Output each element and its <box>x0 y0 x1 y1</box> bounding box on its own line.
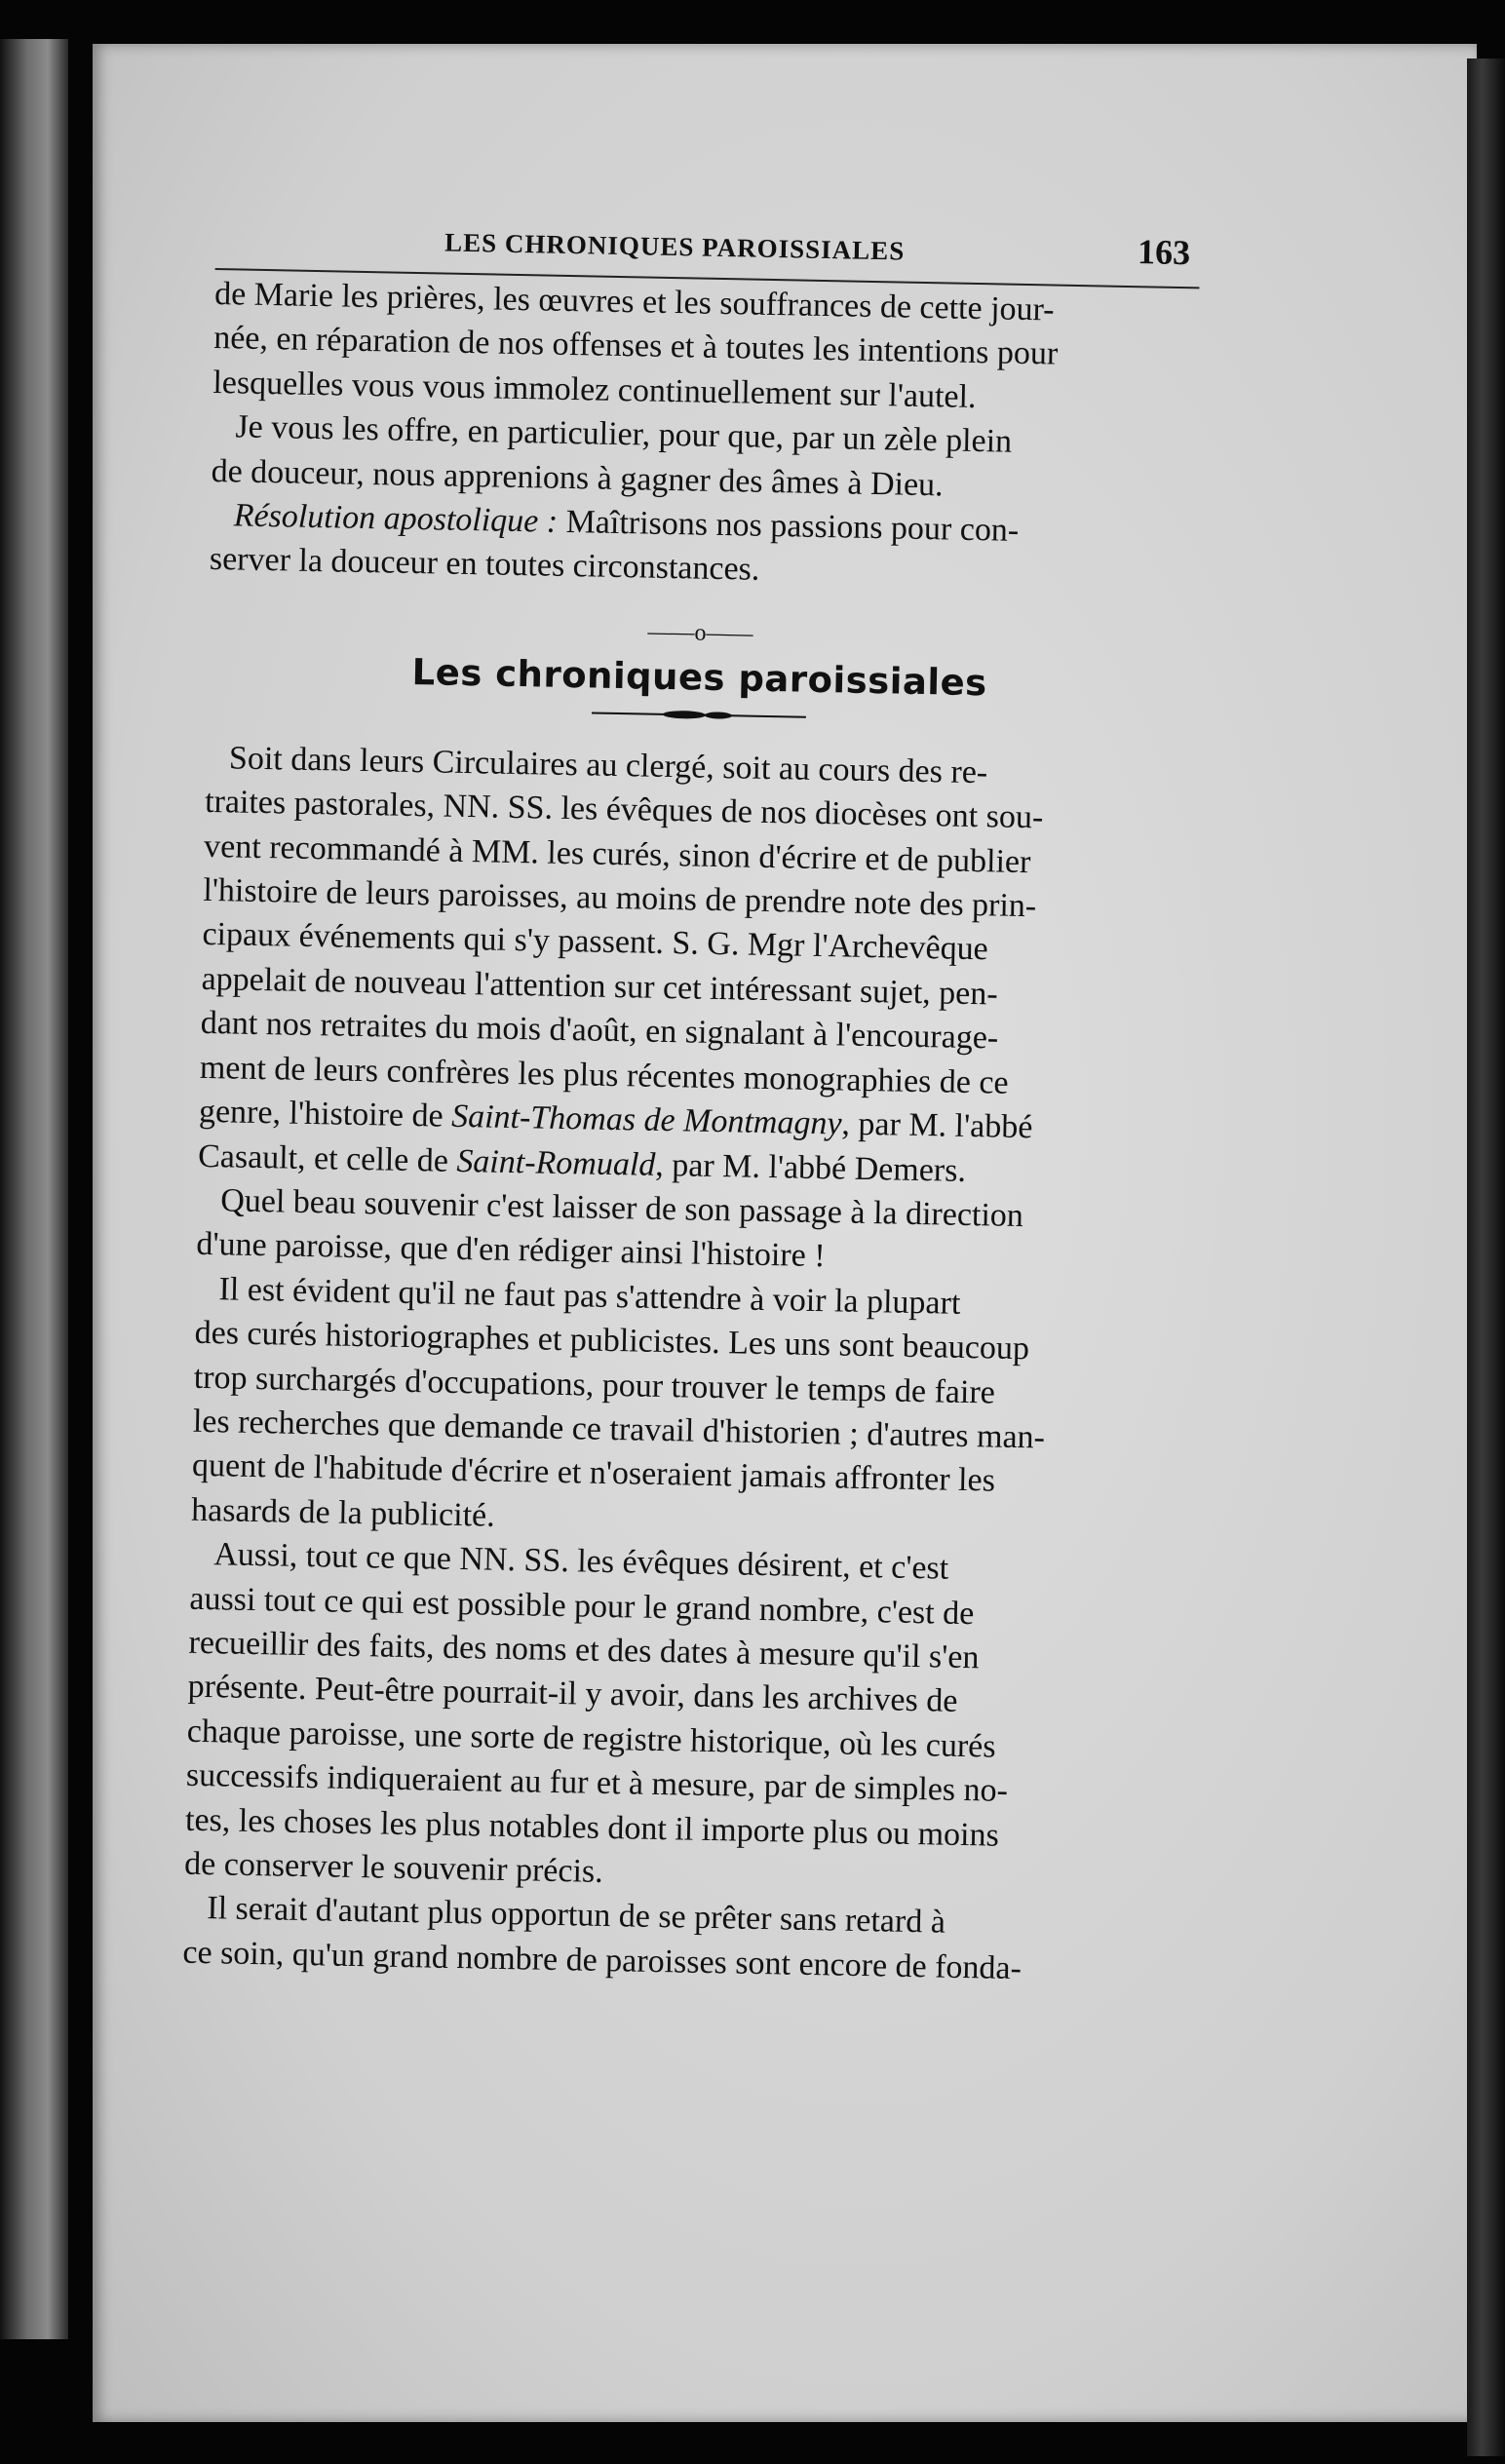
text-line: l'histoire de leurs paroisses, au moins de prendre note des prin- <box>203 871 1037 925</box>
text-line: ce soin, qu'un grand nombre de paroisses sont encore de fonda- <box>182 1934 1023 1986</box>
adjacent-page-edges <box>0 39 68 2339</box>
text-line: présente. Peut-être pourrait-il y avoir, dans les archives de <box>187 1669 958 1720</box>
text-line: ment de leurs confrères les plus récentes monographies de ce <box>199 1049 1009 1101</box>
text-line: appelait de nouveau l'attention sur cet intéressant sujet, pen- <box>201 960 998 1013</box>
paragraph-resolution <box>209 493 1195 600</box>
text-line: d'une paroisse, que d'en rédiger ainsi l'histoire ! <box>196 1226 826 1275</box>
paragraph-chronicles-1 <box>198 736 1191 1197</box>
book-edge-right <box>1467 58 1505 2456</box>
text-line: des curés historiographes et publicistes. Les uns sont beaucoup <box>194 1314 1030 1367</box>
text-line: de conserver le souvenir précis. <box>183 1845 604 1890</box>
text-line: server la douceur en toutes circonstances. <box>209 541 760 589</box>
text-line: aussi tout ce qui est possible pour le grand nombre, c'est de <box>189 1580 975 1632</box>
text-line: Quel beau souvenir c'est laisser de son passage à la direction <box>219 1182 1024 1234</box>
text-line: genre, l'histoire de Saint-Thomas de Montmagny, par M. l'abbé <box>198 1093 1033 1146</box>
page-number: 163 <box>1137 232 1191 273</box>
text-line: de Marie les prières, les œuvres et les souffrances de cette jour- <box>213 275 1055 328</box>
paragraph-chronicles-3 <box>191 1267 1180 1552</box>
text-line: Casault, et celle de Saint-Romuald, par M. l'abbé Demers. <box>197 1137 967 1189</box>
text-line: tes, les choses les plus notables dont il importe plus ou moins <box>184 1801 1000 1854</box>
text-line: hasards de la publicité. <box>190 1491 496 1534</box>
text-line: les recherches que demande ce travail d'historien ; d'autres man- <box>192 1403 1046 1456</box>
page-text-block <box>182 200 1201 1993</box>
text-line: lesquelles vous vous immolez continuellement sur l'autel. <box>212 364 977 415</box>
resolution-text: Maîtrisons nos passions pour con- <box>565 503 1020 549</box>
text-line: dant nos retraites du mois d'août, en signalant à l'encourage- <box>200 1005 999 1057</box>
text-line: Aussi, tout ce que NN. SS. les évêques désirent, et c'est <box>212 1536 949 1587</box>
text-line: cipaux événements qui s'y passent. S. G. Mgr l'Archevêque <box>202 916 989 968</box>
text-line: Il serait d'autant plus opportun de se prêter sans retard à <box>206 1890 946 1942</box>
text-line: Je vous les offre, en particulier, pour que, par un zèle plein <box>235 408 1013 460</box>
text-line: vent recommandé à MM. les curés, sinon d'écrire et de publier <box>203 828 1031 880</box>
text-line: quent de l'habitude d'écrire et n'oseraient jamais affronter les <box>191 1447 996 1499</box>
text-line: Il est évident qu'il ne faut pas s'attendre à voir la plupart <box>218 1270 961 1322</box>
running-head-title: LES CHRONIQUES PAROISSIALES <box>444 227 906 266</box>
text-line: recueillir des faits, des noms et des dates à mesure qu'il s'en <box>188 1624 980 1676</box>
paragraph-chronicles-4 <box>184 1532 1176 1906</box>
resolution-label: Résolution apostolique : <box>233 497 559 540</box>
text-line: trop surchargés d'occupations, pour trouver le temps de faire <box>193 1359 996 1411</box>
paragraph-chronicles-5 <box>182 1886 1169 1993</box>
section-separator: ——o—— <box>647 619 753 647</box>
text-line: née, en réparation de nos offenses et à toutes les intentions pour <box>212 320 1059 373</box>
ornament-rule <box>592 706 806 723</box>
section-heading: Les chroniques paroissiales <box>411 650 988 705</box>
text-line: successifs indiqueraient au fur et à mesure, par de simples no- <box>185 1756 1009 1810</box>
text-line: chaque paroisse, une sorte de registre historique, où les curés <box>186 1713 996 1765</box>
text-line: traites pastorales, NN. SS. les évêques de nos diocèses ont sou- <box>204 784 1044 836</box>
text-line: Soit dans leurs Circulaires au clergé, soit au cours des re- <box>228 740 988 791</box>
text-line: de douceur, nous apprenions à gagner des âmes à Dieu. <box>211 452 944 503</box>
paragraph-prayer-continuation <box>212 272 1199 424</box>
